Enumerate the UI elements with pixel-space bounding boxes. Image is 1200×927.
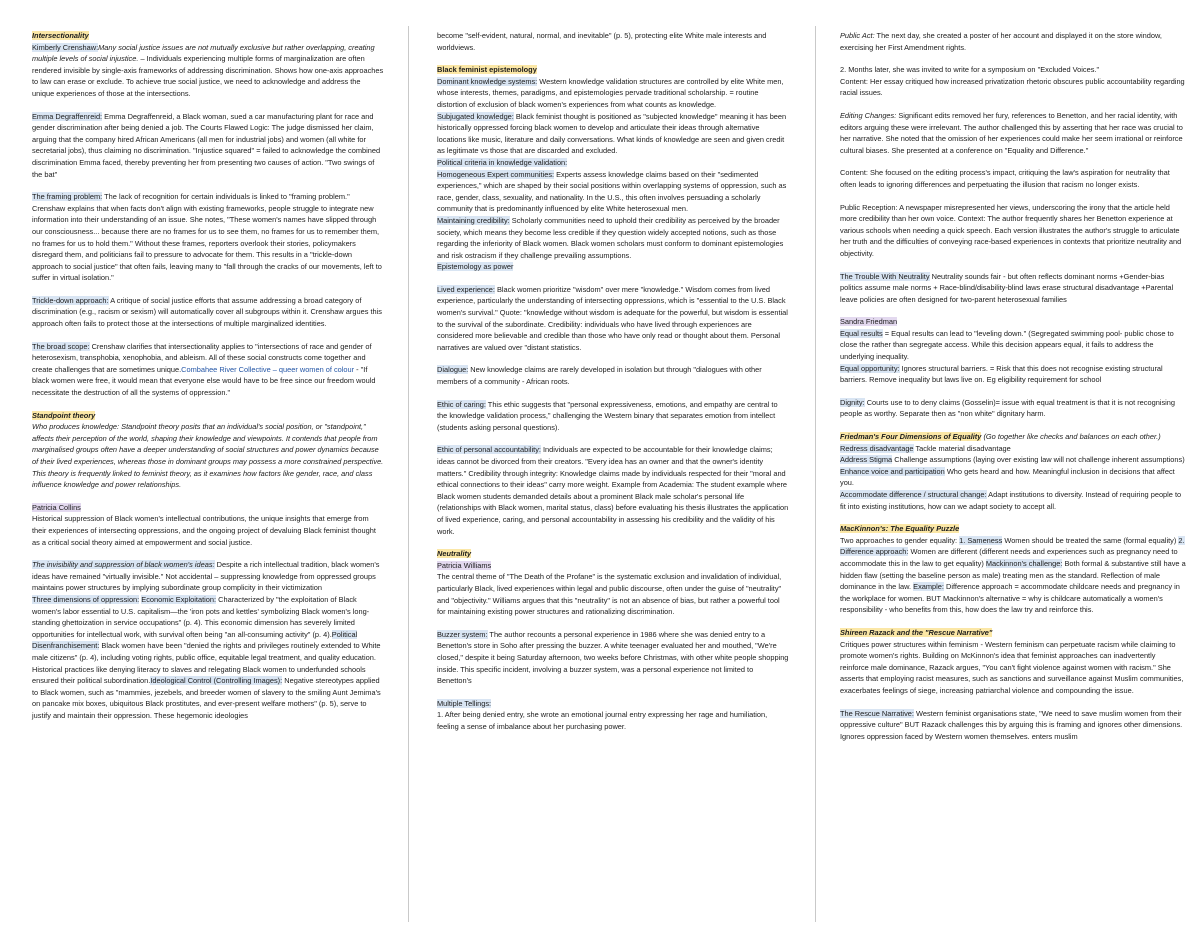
ideological-control-text: Negative stereotypes applied to Black women, such as "mammies, jezebels, and breeder women of slavery to the smiling Aunt Jemima's on pancake mix boxes, ubiquitous Black prostitutes, and ever-present welfare mothers" (p. 5), serve to justify and maintain their oppression. These hegemonic ideologies (32, 676, 381, 720)
trouble-with-neutrality-text: Neutrality sounds fair - but often reflects dominant norms +Gender-bias politics assume male norms + Race-blind/disability-blind laws erase structural disadvantage +Parental leave policies are often designed for two-parent heterosexual families (840, 271, 1174, 304)
subheading-lived-experience: Lived experience: (437, 284, 495, 294)
heading-standpoint-theory: Standpoint theory (32, 410, 96, 420)
degraffenreid-section (32, 111, 384, 181)
four-dimensions-section (840, 431, 1186, 512)
subheading-invisibility: The invisibility and suppression of black women's ideas: (32, 560, 215, 570)
invisibility-section (32, 559, 384, 721)
subheading-ethic-of-caring: Ethic of caring: (437, 399, 486, 409)
heading-four-dimensions: Friedman's Four Dimensions of Equality (840, 432, 982, 442)
broad-scope-text: Crenshaw clarifies that intersectionality applies to "intersections of race and gender of heterosexism, transphobia, xenophobia, and ableism. All of these social constructs come together and create challenges that are sometimes unique. (32, 341, 372, 374)
subheading-patricia-williams: Patricia Williams (437, 560, 492, 570)
heading-mackinnon: MacKinnon's: The Equality Puzzle (840, 524, 960, 534)
symposium-text: 2. Months later, she was invited to write for a symposium on "Excluded Voices." (840, 65, 1100, 75)
subheading-trouble-with-neutrality: The Trouble With Neutrality (840, 271, 930, 281)
ethic-of-caring-section (437, 399, 789, 434)
public-reception-section (840, 202, 1186, 260)
buzzer-system-text: The author recounts a personal experience in 1986 where she was denied entry to a Benetton's store in Soho after pressing the buzzer. A white teenager evaluated her and mouthed, "We're closed," despite it being Saturday afternoon, two weeks before Christmas, with other white people shopping inside. This specific incident, involving a buzzer system, was a personal experience not limited to Benetton's (437, 629, 789, 686)
heading-razack: Shireen Razack and the "Rescue Narrative" (840, 627, 993, 637)
black-feminist-epistemology-section (437, 64, 789, 273)
personal-accountability-section (437, 444, 789, 537)
subheading-political-disenfranchisement: Political Disenfranchisement: (32, 629, 358, 651)
combahee-link[interactable]: Combahee River Collective – queer women of colour (181, 364, 355, 374)
trickle-down-text: A critique of social justice efforts that assume addressing a broad category of discrimination (e.g., racism or sexism) will automatically cover all subgroups within it. Crenshaw argues this approach often fails to protect those at the intersections of multiple marginalized identities. (32, 295, 382, 329)
dignity-text: Courts use to to deny claims (Gosselin)= issue with equal treatment is that it is not recognising people as worthy. Separate then as "non white" dignitary harm. (840, 397, 1176, 419)
redress-disadvantage-text: Tackle material disadvantage (913, 443, 1011, 453)
subheading-rescue-narrative: The Rescue Narrative: (840, 708, 914, 718)
subheading-difference-approach: 2. Difference approach: (840, 535, 1185, 557)
subheading-buzzer-system: Buzzer system: (437, 629, 488, 639)
dialogue-section (437, 364, 789, 387)
rescue-narrative-text: Western feminist organisations state, "We need to save muslim women from their oppressive culture" BUT Razack challenges this by arguing this is framing and ignores other dimensions. Ignores oppression faced by Western women themselves. enters muslim (840, 708, 1183, 741)
subheading-subjugated-knowledge: Subjugated knowledge: (437, 111, 514, 121)
subheading-epistemology-as-power: Epistemology as power (437, 262, 514, 272)
editing-changes-text: Significant edits removed her fury, references to Benetton, and her racial identity, with editors arguing these were irrelevant. The author challenged this by asserting that her race was crucial to her narrative. She noted that the omission of her experiences could make her seem irrational or reinforce cultural biases. She presented at a conference on "Equality and Difference." (840, 110, 1183, 155)
mackinnon-intro: Two approaches to gender equality: (840, 535, 960, 545)
subheading-equal-opportunity: Equal opportunity: (840, 363, 900, 373)
framing-problem-section (32, 191, 384, 284)
williams-text: The central theme of "The Death of the Profane" is the systematic exclusion and invalidation of individual, particularly Black, lived experiences within legal and public discourse, often under the guise of "neutrality" and "objectivity." Williams argues that this "neutrality" is not an absence of bias, but rather a powerful tool for maintaining existing power structures and rationalizing discrimination. (437, 572, 782, 617)
equal-results-text: = Equal results can lead to "leveling down." (Segregated swimming pool- public chose to close the rather than segregate access. While this decision appears equal, it fails to address the underlying inequality. (840, 328, 1174, 362)
symposium-section (840, 64, 1186, 99)
subheading-address-stigma: Address Stigma (840, 455, 893, 465)
public-act-section (840, 30, 1186, 53)
multiple-tellings-section (437, 698, 789, 733)
accommodate-difference-text: Adapt institutions to diversity. Instead of requiring people to fit into existing institutions, how can we adapt society to accept all. (840, 490, 1182, 511)
column-divider-1 (408, 26, 409, 922)
example-text: Difference approach = accommodate childcare needs and pregnancy in the workplace for women. BUT Mackinnon's alternative = why is childcare automatically a women's responsibility - who benefits from this, how does the law try and reinforce this. (840, 582, 1180, 615)
invisibility-text: Despite a rich intellectual tradition, black women's ideas have remained "virtually invisible." Not accidental – suppressing knowledge from oppressed groups maintains power structures by implying subordinate group complicity in their victimization (32, 560, 380, 593)
conference-content-section (840, 167, 1186, 190)
subheading-mackinnon-challenge: Mackinnon's challenge: (985, 558, 1063, 568)
lived-experience-text: Black women prioritize "wisdom" over mere "knowledge." Wisdom comes from lived experience, particularly the understanding of intersecting oppressions, which is "essential to the U.S. Black women's survival." Quote: "knowledge without wisdom is adequate for the powerful, but wisdom is essential to the survival of the subordinate. Credibility: individuals who have lived through experiences are considered more believable and credible than those who have only read or thought about them. Personal narratives are valued over "distant statistics. (437, 284, 788, 352)
public-act-label: Public Act: (840, 31, 875, 40)
collins-section (32, 502, 384, 548)
subheading-homogeneous-experts: Homogeneous Expert communities: (437, 169, 555, 179)
public-reception-text: Public Reception: A newspaper misrepresented her views, underscoring the irony that the article held more credibility than her own voice. Context: The author frequently shares her Benetton experience at various schools when needing a quick speech. Each version illustrates the author's struggle to articulate her truth and the difficulties of conveying race-based experiences in contexts that prioritize neutrality and objectivity. (840, 202, 1182, 258)
homogeneous-experts-text: Experts assess knowledge claims based on their "sedimented experiences," which are shaped by their social positions within overlapping systems of oppression, such as race, gender, class, sexuality, and nationality. In the U.S., this often involves persuading a scholarly community that is predominantly influenced by elite White heterosexual men. (437, 169, 787, 214)
conference-content-text: Content: She focused on the editing process's impact, critiquing the law's aspiration for neutrality that often leads to ignoring differences and perpetuating the illusion that racism no longer exists. (840, 168, 1170, 189)
crenshaw-text: – Individuals experiencing multiple forms of marginalization are often rendered invisible by single-axis frameworks of addressing discrimination. Shows how one-axis approaches to law can erase or exclude. To achieve true social justice, we need to acknowledge and address the unique experiences of those at the intersections. (32, 54, 384, 98)
enhance-voice-text: Who gets heard and how. Meaningful inclusion in decisions that affect you. (840, 466, 1175, 488)
ethic-of-caring-text: This ethic suggests that "personal expressiveness, emotions, and empathy are central to the knowledge validation process," challenging the Western binary that separates emotion from intellect (students asking personal questions). (437, 399, 778, 432)
broad-scope-section (32, 341, 384, 399)
heading-black-feminist-epistemology: Black feminist epistemology (437, 65, 537, 75)
dignity-section (840, 397, 1186, 420)
symposium-content: Content: Her essay critiqued how increased privatization rhetoric obscures public accountability regarding racial issues. (840, 76, 1185, 98)
subheading-patricia-collins: Patricia Collins (32, 502, 81, 512)
crenshaw-intro: Many social justice issues are not mutually exclusive but rather overlapping, creating multiple levels of social injustice. (32, 42, 375, 64)
maintaining-credibility-text: Scholarly communities need to uphold their credibility as perceived by the broader society, which means they become less credible if they question widely accepted notions, such as those regarding the inferiority of Black women. Black women scholars must conform to dominant epistemologies and risk ostracism if they challenge prevailing assumptions. (437, 215, 784, 260)
subheading-maintaining-credibility: Maintaining credibility: (437, 215, 510, 225)
subheading-economic-exploitation: Economic Exploitation: (141, 594, 217, 604)
subheading-personal-accountability: Ethic of personal accountability: (437, 445, 541, 455)
trouble-with-neutrality-section (840, 271, 1186, 306)
razack-text: Critiques power structures within feminism - Western feminism can perpetuate racism while claiming to promote women's rights. Building on McKinnon's idea that feminist approaches can inadvertently reinforce male dominance, Razack argues, "You can't fight violence against women with racism." She asserts that employing racist measures, such as sanctions and surveillance against Muslim communities, exacerbates feelings of siege, increasing patriarchal violence and compounding the issue. (840, 639, 1184, 695)
public-act-text: The next day, she created a poster of her account and displayed it on the store window, exercising her First Amendment rights. (840, 31, 1162, 52)
buzzer-system-section (437, 629, 789, 687)
subheading-dominant-knowledge: Dominant knowledge systems: (437, 76, 538, 86)
subjugated-knowledge-text: Black feminist thought is positioned as "subjected knowledge" meaning it has been historically oppressed forcing black women to develop and articulate their ideas through alternative locations like music, literature and daily conversations. What kinds of knowledge are seen and given credit as legitimate vs those that are discarded and excluded. (437, 111, 787, 156)
subheading-redress-disadvantage: Redress disadvantage (840, 443, 914, 453)
subheading-enhance-voice: Enhance voice and participation (840, 466, 945, 476)
subheading-framing-problem: The framing problem: (32, 192, 103, 202)
subheading-accommodate-difference: Accommodate difference / structural change: (840, 490, 987, 499)
heading-intersectionality: Intersectionality (32, 31, 89, 40)
multiple-tellings-text: 1. After being denied entry, she wrote an emotional journal entry expressing her rage and humiliation, feeling a sense of imbalance about her purchasing power. (437, 710, 768, 731)
mackinnon-challenge-text: Both formal & substantive still have a hidden flaw (setting the baseline person as male) treating men as the standard. Reflection of male dominance in the law. (840, 558, 1186, 592)
subheading-ideological-control: Ideological Control (Controlling Images): (150, 676, 283, 686)
four-dimensions-note: (Go together like checks and balances on each other.) (981, 432, 1161, 442)
subheading-multiple-tellings: Multiple Tellings: (437, 698, 492, 708)
subheading-dialogue: Dialogue: (437, 365, 469, 375)
degraffenreid-text: Emma Degraffenreid, a Black woman, sued a car manufacturing plant for race and gender discrimination after being denied a job. The Courts Flawed Logic: The judge dismissed her claim, arguing that the company hired African Americans (all men for industrial jobs) and women (all white for secretarial jobs), thus claiming no discrimination. "Injustice squared" = failed to acknowledge the combined discrimination Emma faced, thereby preventing her from presenting two causes of action. "Two swings of the bat" (32, 111, 381, 179)
column-1 (32, 30, 384, 732)
sameness-text: Women should be treated the same (formal equality) (1002, 535, 1179, 545)
subheading-equal-results: Equal results (840, 328, 883, 338)
rescue-narrative-section (840, 708, 1186, 743)
intersectionality-section (32, 30, 384, 100)
column-divider-2 (815, 26, 816, 922)
subheading-example: Example: (913, 582, 944, 592)
heading-neutrality: Neutrality (437, 549, 472, 559)
economic-exploitation-text: Characterized by "the exploitation of Black women's labor essential to U.S. capitalism—the 'iron pots and kettles' symbolizing Black women's long-standing ghettoization in service occupations" (p. 4). This economic dimension has severely limited opportunities for intellectual work, with survival often being "an all-consuming activity" (p. 4). (32, 594, 370, 639)
subheading-dignity: Dignity: (840, 397, 865, 407)
editing-changes-label: Editing Changes: (840, 110, 897, 120)
subheading-three-dimensions: Three dimensions of oppression: (32, 594, 140, 604)
dialogue-text: New knowledge claims are rarely developed in isolation but through "dialogues with other members of a community - African roots. (437, 365, 762, 387)
column-2 (437, 30, 789, 743)
standpoint-text: Who produces knowledge: Standpoint theory posits that an individual's social position, or "standpoint," affects their perception of the world, shaping their knowledge and viewpoints. It contends that people from marginalised groups often have a deeper understanding of social structures and power dynamics because of their lived experiences, whereas those in dominant groups may possess a more constrained perspective. This theory is frequently linked to feminist theory, as it examines how factors like gender, race, and class influence knowledge and power relationships. (32, 422, 384, 490)
subheading-crenshaw: Kimberly Crenshaw: (32, 42, 99, 52)
subheading-trickle-down: Trickle-down approach: (32, 295, 109, 305)
dominant-knowledge-text: Western knowledge validation structures are controlled by elite White men, whose interests, themes, paradigms, and epistemologies pervade traditional scholarship. = routine distortion of exclusion of black women's experiences from what counts as knowledge. (437, 76, 784, 109)
subheading-sandra-friedman: Sandra Friedman (840, 317, 898, 327)
collins-text: Historical suppression of Black women's intellectual contributions, the unique insights that emerge from their experiences of intersecting oppressions, and the ongoing project of devaluing Black feminist thought as a critical social theory aimed at empowerment and social justice. (32, 514, 376, 547)
subheading-degraffenreid: Emma Degraffenreid: (32, 111, 103, 121)
mackinnon-section (840, 523, 1186, 616)
razack-section (840, 627, 1186, 697)
subheading-broad-scope: The broad scope: (32, 341, 90, 351)
editing-changes-section (840, 110, 1186, 156)
subheading-sameness: 1. Sameness (959, 535, 1003, 545)
trickle-down-section (32, 295, 384, 330)
neutrality-section (437, 548, 789, 618)
continuation-paragraph: become "self-evident, natural, normal, and inevitable" (p. 5), protecting elite White male interests and worldviews. (437, 31, 767, 52)
column-3 (840, 30, 1186, 742)
standpoint-section (32, 410, 384, 491)
friedman-section (840, 316, 1186, 386)
difference-approach-text: Women are different (different needs and experiences such as pregnancy need to accommodate this in the law to get equality) (840, 547, 1178, 568)
equal-opportunity-text: Ignores structural barriers. = Risk that this does not recognise existing structural barriers. Remove inequality but laws live on. Eg eligibility requirement for school (840, 363, 1163, 385)
personal-accountability-text: Individuals are expected to be accountable for their knowledge claims; ideas cannot be divorced from their creators. "Every idea has an owner and that the owner's identity matters." Credibility through integrity: Knowledge claims made by individuals respected for their "moral and ethical connections to their ideas" carry more weight. Example from Academia: The student example where Black women students demanded details about a prominent Black male scholar's personal life (relationships with Black women, marital status, class) before evaluating his thesis illustrates the application of lived experience, caring, and personal accountability in assessing his credibility and the validity of his work. (437, 445, 789, 536)
broad-scope-text-2: - "If black women were free, it would mean that everyone else would have to be free since our freedom would necessitate the destruction of all the systems of oppression." (32, 364, 376, 398)
continuation-text (437, 30, 789, 53)
address-stigma-text: Challenge assumptions (laying over existing law will not challenge inherent assumptions) (892, 455, 1185, 465)
lived-experience-section (437, 284, 789, 354)
framing-problem-text: The lack of recognition for certain individuals is linked to "framing problem." Crenshaw explains that when facts don't align with existing frameworks, people struggle to integrate new information into their understanding of an issue. She notes, "These women's names have slipped through our consciousness... because there are no frames for us to see them, no frames for us to remember them, no frames for us to hold them." Without these frames, reporters overlook their stories, policymakers disregard them, and politicians fail to pressure to advocate for them. This results in a "trickle-down approach to social justice" that often fails, leaving many to "fall through the cracks of our movements, left to suffer in virtual isolation." (32, 192, 382, 283)
subheading-political-criteria: Political criteria in knowledge validation: (437, 157, 568, 167)
political-disenfranchisement-text: Black women have been "denied the rights and privileges routinely extended to White male citizens" (p. 4), including voting rights, public office, equitable legal treatment, and quality education. Historical practices like denying literacy to slaves and relegating Black women to underfunded schools ensured their political subordination. (32, 641, 381, 686)
